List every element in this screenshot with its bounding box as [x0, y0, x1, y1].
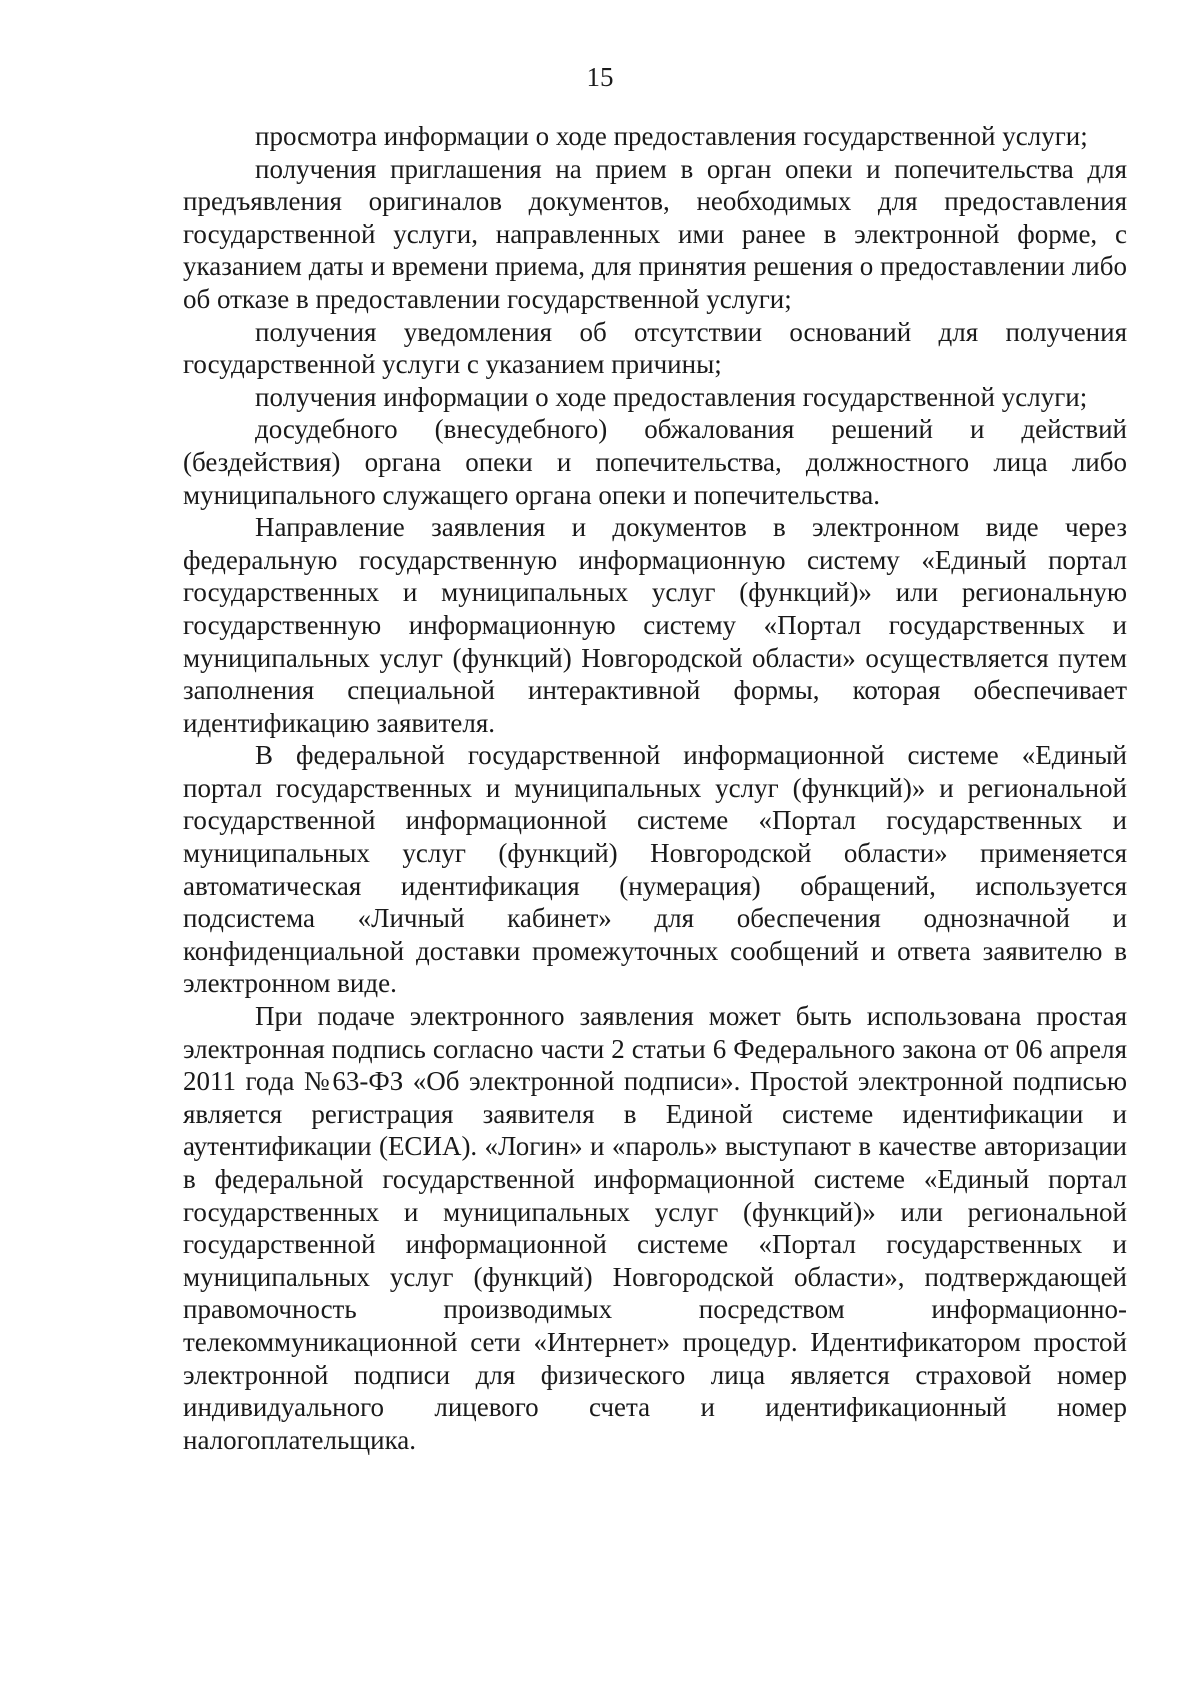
paragraph-progress-info: получения информации о ходе предоставления государственной услуги; [255, 381, 1088, 412]
paragraph-invitation: получения приглашения на прием в орган опеки и попечительства для предъявления оригиналов документов, необходимых для предоставления государственной услуги, направленных ими ранее в электронной форме, с указанием даты и времени приема, для принятия решения о предоставлении либо об отказе в предоставлении государственной услуги; [183, 153, 1127, 314]
document-body [183, 120, 1127, 1456]
paragraph-electronic-submission: Направление заявления и документов в электронном виде через федеральную государственную информационную систему «Единый портал государственных и муниципальных услуг (функций)» или региональную государственную информационную систему «Портал государственных и муниципальных услуг (функций) Новгородской области» осуществляется путем заполнения специальной интерактивной формы, которая обеспечивает идентификацию заявителя. [183, 512, 1127, 738]
paragraph-view-progress: просмотра информации о ходе предоставления государственной услуги; [255, 121, 1088, 151]
paragraph-identification: В федеральной государственной информационной системе «Единый портал государственных и муниципальных услуг (функций)» и региональной государственной информационной системе «Портал государственных и муниципальных услуг (функций) Новгородской области» применяется автоматическая идентификация (нумерация) обращений, используется подсистема «Личный кабинет» для обеспечения однозначной и конфиденциальной доставки промежуточных сообщений и ответа заявителю в электронном виде. [183, 740, 1127, 999]
page-number: 15 [586, 62, 614, 92]
paragraph-refusal-notice: получения уведомления об отсутствии оснований для получения государственной услуги с указанием причины; [183, 316, 1127, 380]
paragraph-electronic-signature: При подаче электронного заявления может быть использована простая электронная подпись согласно части 2 статьи 6 Федерального закона от 06 апреля 2011 года №63-ФЗ «Об электронной подписи». Простой электронной подписью является регистрация заявителя в Единой системе идентификации и аутентификации (ЕСИА). «Логин» и «пароль» выступают в качестве авторизации в федеральной государственной информационной системе «Единый портал государственных и муниципальных услуг (функций)» или региональной государственной информационной системе «Портал государственных и муниципальных услуг (функций) Новгородской области», подтверждающей правомочность производимых посредством информационно-телекоммуникационной сети «Интернет» процедур. Идентификатором простой электронной подписи для физического лица является страховой номер индивидуального лицевого счета и идентификационный номер налогоплательщика. [183, 1001, 1127, 1455]
paragraph-appeal: досудебного (внесудебного) обжалования решений и действий (бездействия) органа опеки и попечительства, должностного лица либо муниципального служащего органа опеки и попечительства. [183, 414, 1127, 510]
